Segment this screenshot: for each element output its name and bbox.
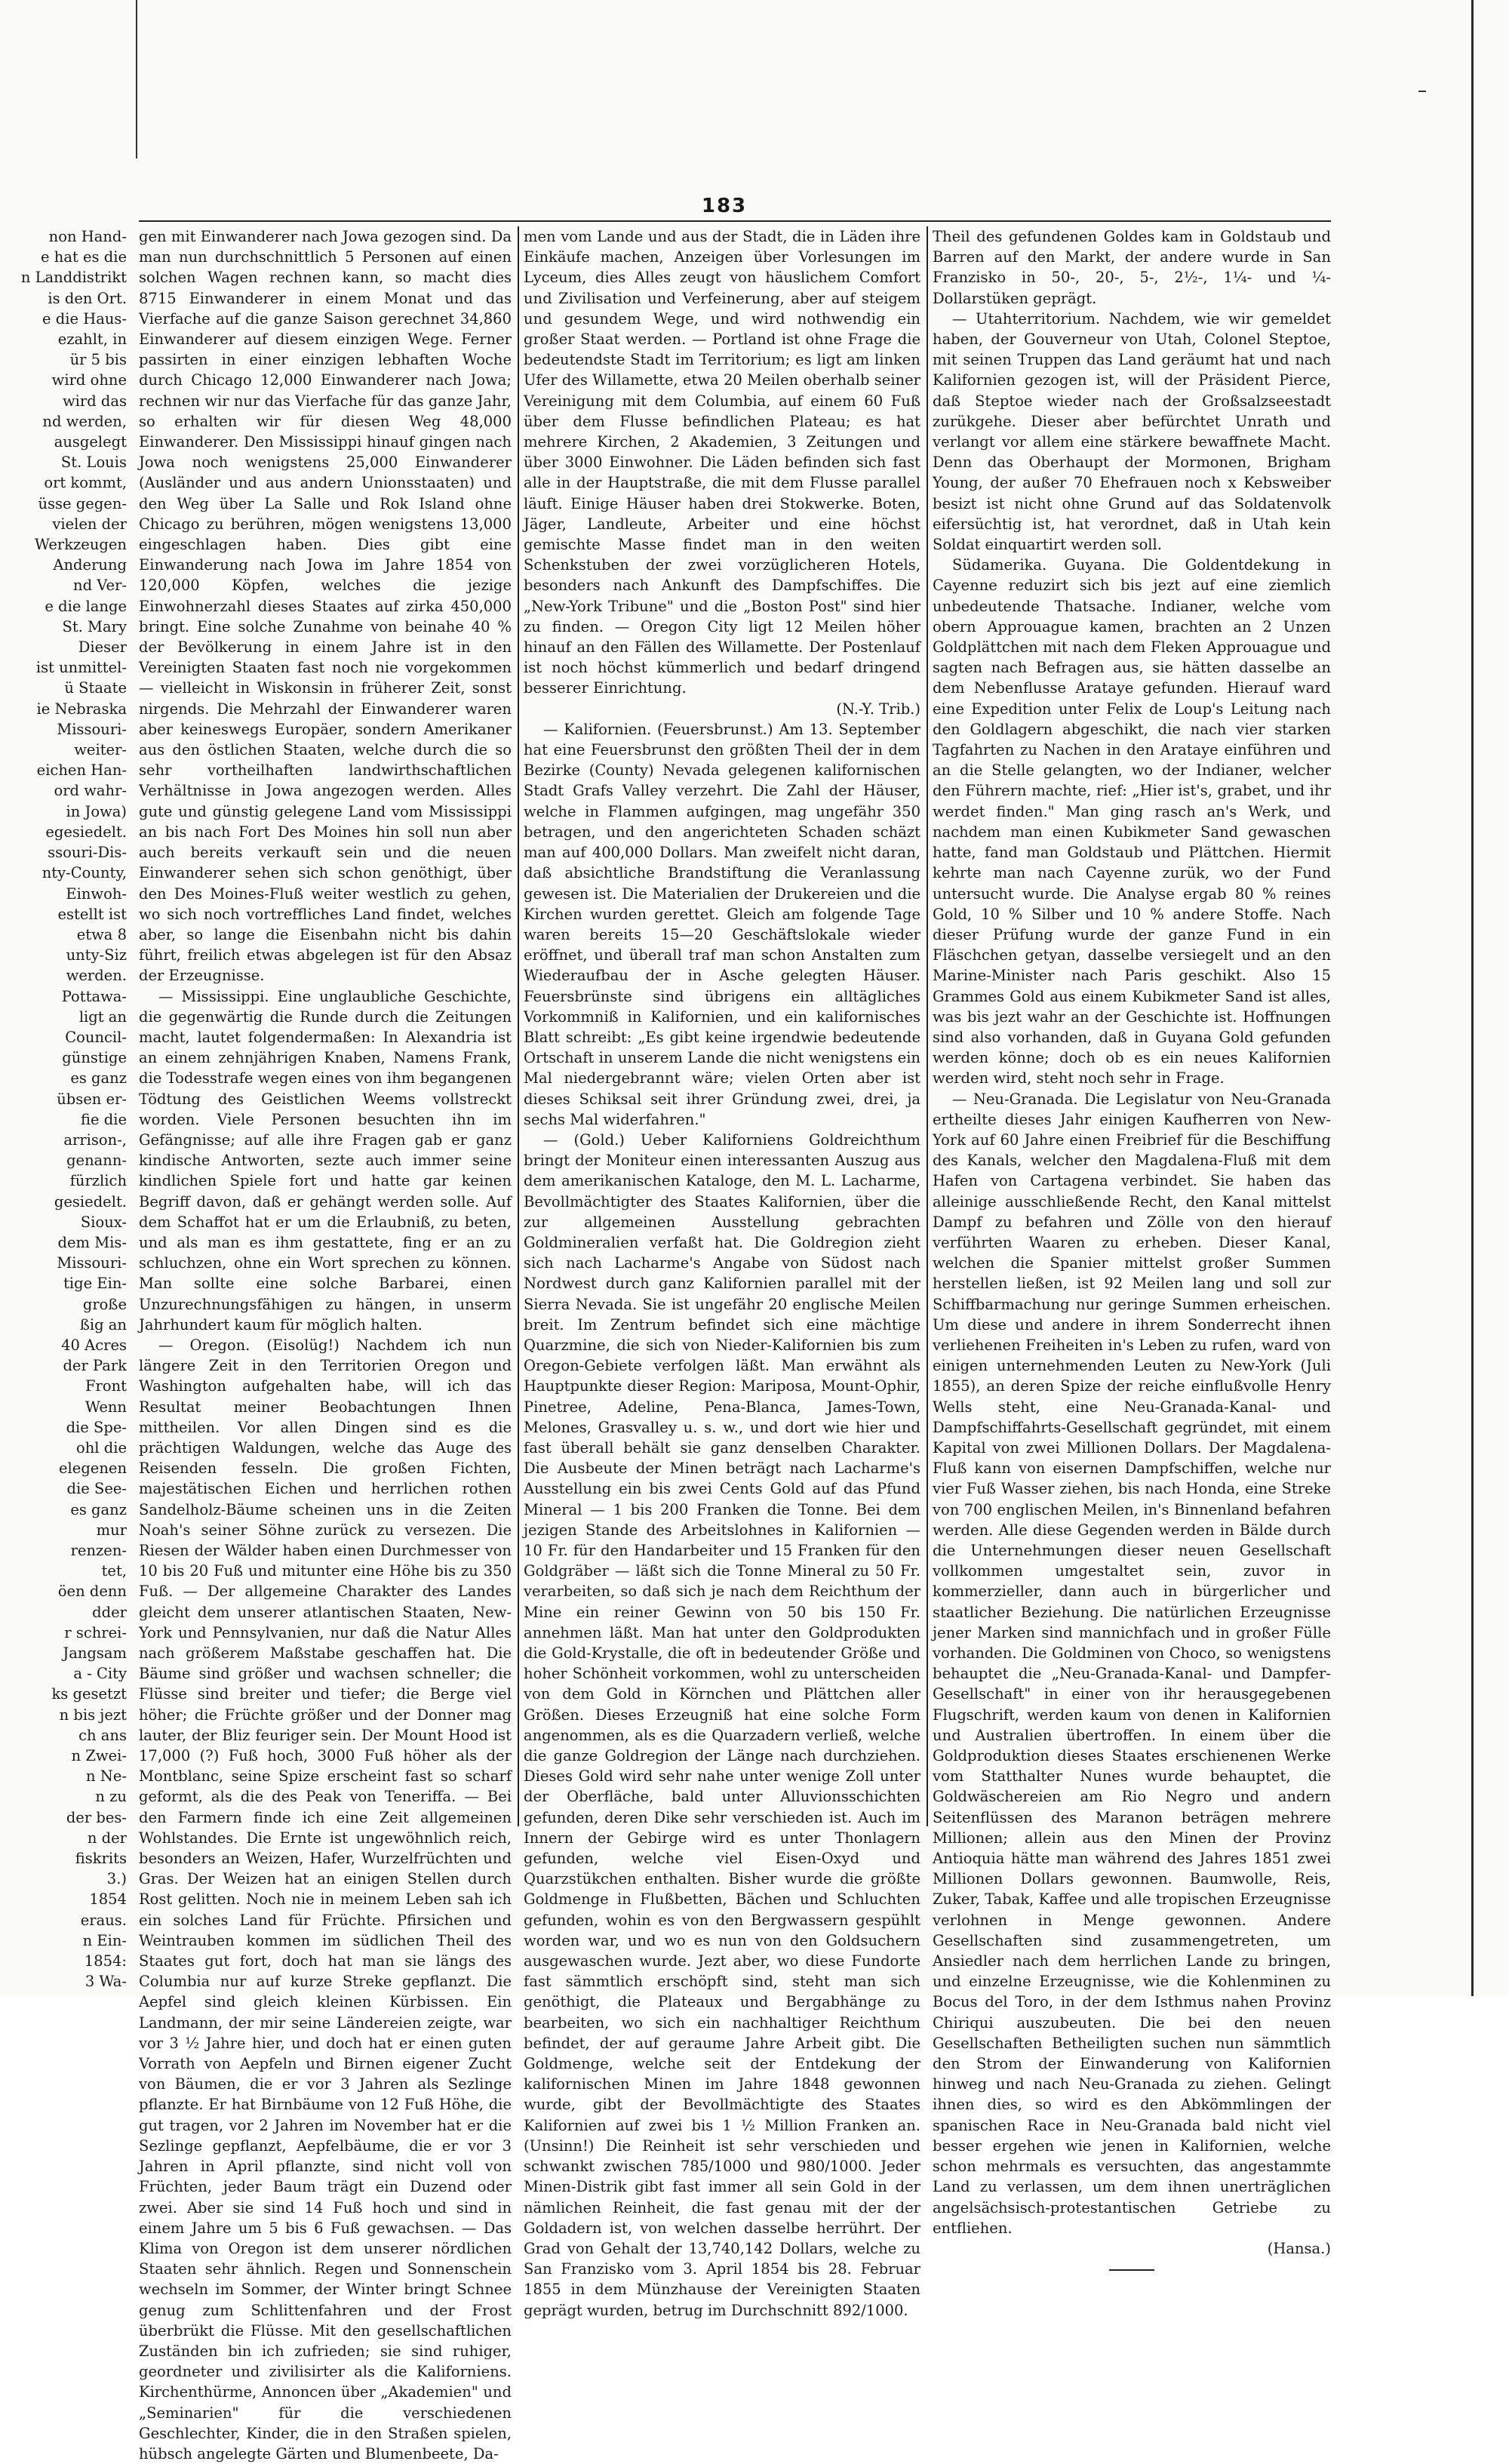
left-fragment-line: renzen- [70, 1542, 127, 1559]
article-new-granada: — Neu-Granada. Die Legislatur von Neu-Granada ertheilte dieses Jahr einigen Kaufherren von New-York auf 60 Jahre einen Freibrief für die Beschiffung des Kanals, welcher den Magdalena-Fluß mit dem Hafen von Cartagena verbindet. Sie haben das alleinige ausschließende Recht, den Kanal mittelst Dampf zu befahren und Zölle von den hierauf verführten Waaren zu erheben. Dieser Kanal, welchen die Spanier mittelst großer Summen herstellen ließen, ist 92 Meilen lang und soll zur Schiffbarmachung nur geringe Summen erheischen. Um diese und andere in ihrem Sonderrecht ihnen verliehenen Freiheiten in's Leben zu rufen, ward von einigen unternehmenden Leuten zu New-York (Juli 1855), an deren Spize der reiche einflußvolle Henry Wells steht, eine Neu-Granada-Kanal- und Dampfschiffahrts-Gesellschaft gegründet, mit einem Kapital von zwei Millionen Dollars. Der Magdalena-Fluß kann von eisernen Dampfschiffen, welche nur vier Fuß Wasser ziehen, bis nach Honda, eine Streke von 700 englischen Meilen, in's Binnenland befahren werden. Alle diese Gegenden werden in Bälde durch die Unternehmungen dieser neuen Gesellschaft vollkommen umgestaltet sein, zuvor in kommerzieller, dann auch in bürgerlicher und staatlicher Beziehung. Die natürlichen Erzeugnisse jener Marken sind mannichfach und in großer Fülle vorhanden. Die Goldminen von Choco, so wenigstens behauptet die „Neu-Granada-Kanal- und Dampfer-Gesellschaft" in einer von ihr herausgegebenen Flugschrift, werden kaum von denen in Kalifornien und Australien übertroffen. In einem über die Goldproduktion dieses Staates erschienenen Werke vom Statthalter Nunes wurde behauptet, die Goldwäschereien am Rio Negro und andern Seitenflüssen des Maranon beträgen mehrere Millionen; allein aus den Minen der Provinz Antioquia hätte man während des Jahres 1851 zwei Millionen Dollars gewonnen. Baumwolle, Reis, Zuker, Tabak, Kaffee und alle tropischen Erzeugnisse verlohnen in Menge gewonnen. Andere Gesellschaften sind zusammengetreten, um Ansiedler nach dem herrlichen Lande zu bringen, und einzelne Erzeugnisse, wie die Kohlenminen zu Bocus del Toro, in der dem Isthmus nahen Provinz Chiriqui auszubeuten. Die bei den neuen Gesellschaften Betheiligten suchen nun sämmtlich den Strom der Einwanderung von Kalifornien hinweg und nach Neu-Granada zu ziehen. Gelingt ihnen dies, so wird es den Abkömmlingen der spanischen Race in Neu-Granada bald nicht viel besser ergehen wie jenen in Kalifornien, welche schon mehrmals es versuchten, das angestammte Land zu verlassen, um dem ihnen unerträglichen angelsächsisch-protestantischen Getriebe zu entfliehen. [933, 1090, 1331, 2237]
left-fragment-line: ie Nebraska [36, 700, 127, 718]
left-fragment-line: n Ein- [82, 1931, 127, 1949]
left-fragment-line: die See- [66, 1480, 127, 1498]
left-fragment-line: Einwoh- [66, 884, 127, 903]
left-fragment-line: n bis jezt [59, 1706, 127, 1724]
left-fragment-line: es ganz [70, 1069, 127, 1087]
source-ny-tribune: (N.-Y. Trib.) [836, 700, 920, 718]
left-fragment-line: eraus. [80, 1911, 127, 1929]
left-fragment-line: is den Ort. [48, 289, 127, 307]
article-gold-continued: Theil des gefundenen Goldes kam in Goldstaub und Barren auf den Markt, der andere wurde in San Franzisko in 50-, 20-, 5-, 2½-, 1¼- und ¼-Dollarstüken geprägt. [933, 228, 1331, 307]
left-fragment-line: genann- [66, 1152, 127, 1170]
header-rule [139, 220, 1331, 222]
left-fragment-line: e hat es die [41, 248, 127, 266]
left-fragment-line: ausgelegt [54, 433, 127, 451]
left-fragment-line: mur [96, 1521, 127, 1539]
left-fragment-line: öen denn [57, 1583, 127, 1601]
left-fragment-line: ort kommt, [44, 474, 127, 492]
left-fragment-line: Pottawa- [61, 987, 127, 1005]
left-fragment-line: a - City [73, 1665, 127, 1683]
left-fragment-line: n Ne- [86, 1767, 127, 1786]
left-fragment-line: 3.) [106, 1870, 127, 1888]
article-oregon: — Oregon. (Eisolüg!) Nachdem ich nun längere Zeit in den Territorien Oregon und Washington aufgehalten habe, will ich das Resultat meiner Beobachtungen Ihnen mittheilen. Vor allen Dingen sind es die prächtigen Waldungen, welche das Auge des Reisenden fesseln. Die großen Fichten, majestätischen Eichen und herrlichen rothen Sandelholz-Bäume scheinen uns in die Zeiten Noah's seiner Söhne zurück zu versezen. Die Riesen der Wälder haben einen Durchmesser von 10 bis 20 Fuß und mitunter eine Höhe bis zu 350 Fuß. — Der allgemeine Charakter des Landes gleicht dem unserer atlantischen Staaten, New-York und Pennsylvanien, nur daß die Natur Alles nach größerem Maßstabe geschaffen hat. Die Bäume sind größer und wachsen schneller; die Flüsse sind breiter und tiefer; die Berge viel höher; die Früchte größer und der Donner mag lauter, der Bliz feuriger sein. Der Mount Hood ist 17,000 (?) Fuß hoch, 3000 Fuß höher als der Montblanc, seine Spize erscheint fast so scharf geformt, als die des Peak von Teneriffa. — Bei den Farmern finde ich eine Zeit allgemeinen Wohlstandes. Die Ernte ist ungewöhnlich reich, besonders an Weizen, Hafer, Wurzelfrüchten und Gras. Der Weizen hat an einigen Stellen durch Rost gelitten. Noch nie in meinem Leben sah ich ein solches Land für Früchte. Pfirsichen und Weintrauben kommen im südlichen Theil des Staates gut fort, doch hat man sie längs des Columbia nur auf kurze Streke gepflanzt. Die Aepfel sind gleich kleinen Kürbissen. Ein Landmann, der mir seine Ländereien zeigte, war vor 3 ½ Jahre hier, und doch hat er einen guten Vorrath von Aepfeln und Birnen eigener Zucht von Bäumen, die er vor 3 Jahren als Sezlinge pflanzte. Er hat Birnbäume von 12 Fuß Höhe, die gut tragen, vor 2 Jahren im November hat er die Sezlinge gepflanzt, Aepfelbäume, die er vor 3 Jahren in April pflanzte, sind nicht voll von Früchten, jeder Baum trägt ein Duzend oder zwei. Aber sie sind 14 Fuß hoch und sind in einem Jahre um 5 bis 6 Fuß gewachsen. — Das Klima von Oregon ist dem unserer nördlichen Staaten sehr ähnlich. Regen und Sonnenschein wechseln im Sommer, der Winter bringt Schnee genug zum Schlittenfahren und der Frost überbrükt die Flüsse. Mit den gesellschaftlichen Zuständen bin ich zufrieden; sie sind ruhiger, geordneter und zivilisirter als die Kaliforniens. Kirchenthürme, Annoncen über „Akademien" und „Seminarien" für die verschiedenen Geschlechter, Kinder, die in den Straßen spielen, hübsch angelegte Gärten und Blumenbeete, Da- [139, 1336, 512, 2462]
left-fragment-line: n zu [95, 1788, 127, 1806]
left-fragment-line: der bes- [66, 1808, 127, 1826]
left-fragment-line: e die lange [45, 597, 127, 615]
left-fragment-line: Council- [65, 1028, 127, 1046]
left-fragment-line: ür 5 bis [69, 351, 127, 369]
left-fragment-line: ohl die [76, 1438, 127, 1457]
left-fragment-line: günstige [62, 1049, 127, 1067]
left-fragment-line: wird ohne [51, 371, 127, 389]
left-fragment-line: es ganz [70, 1500, 127, 1518]
right-page-edge [1471, 0, 1474, 1996]
left-fragment-line: dder [92, 1603, 127, 1621]
left-page-fragment [0, 226, 127, 1992]
left-fragment-line: übsen er- [57, 1090, 127, 1108]
left-fragment-line: Werkzeugen [34, 536, 127, 554]
left-fragment-line: üsse gegen- [38, 494, 127, 512]
left-fragment-line: der Park [63, 1357, 127, 1375]
left-fragment-line: fiskrits [75, 1850, 127, 1868]
left-fragment-line: tet, [101, 1562, 127, 1580]
left-fragment-line: St. Louis [60, 454, 127, 472]
left-fragment-line: non Hand- [48, 228, 127, 245]
column-1 [139, 226, 512, 2462]
left-fragment-line: 40 Acres [61, 1336, 127, 1354]
left-fragment-line: tige Ein- [63, 1275, 127, 1293]
left-fragment-line: n der [87, 1829, 127, 1847]
left-fragment-line: St. Mary [62, 617, 127, 635]
left-fragment-line: e die Haus- [42, 309, 127, 328]
left-fragment-line: vielen der [52, 515, 127, 533]
left-fragment-line: Front [85, 1377, 127, 1395]
left-fragment-line: ord wahr- [54, 782, 127, 800]
right-margin-mark [1418, 91, 1426, 92]
left-fragment-line: ligt an [78, 1007, 127, 1026]
left-fragment-line: wird das [62, 392, 127, 410]
left-fragment-line: ezahlt, in [57, 331, 127, 349]
left-fragment-line: 3 Wa- [85, 1973, 127, 1991]
left-fragment-line: ist unmittel- [35, 659, 127, 677]
left-fragment-line: r schrei- [64, 1623, 127, 1641]
left-fragment-line: werden. [66, 967, 127, 985]
left-fragment-line: etwa 8 [76, 925, 127, 943]
left-fragment-line: Jangsam [63, 1644, 127, 1663]
left-fragment-line: nd Ver- [73, 577, 127, 595]
left-fragment-line: ks gesetzt [51, 1685, 127, 1703]
article-oregon-continued: men vom Lande und aus der Stadt, die in Läden ihre Einkäufe machen, Anzeigen über Vorlesungen im Lyceum, dies Alles zeugt von häuslichem Comfort und Zivilisation und Verfeinerung, aber auf steigem und gesundem Wege, und wird nothwendig ein großer Staat werden. — Portland ist ohne Frage die bedeutendste Stadt im Territorium; es ligt am linken Ufer des Willamette, etwa 20 Meilen oberhalb seiner Vereinigung mit dem Columbia, auf einem 60 Fuß über dem Flusse befindlichen Plateau; es hat mehrere Kirchen, 2 Akademien, 3 Zeitungen und über 3000 Einwohner. Die Läden befinden sich fast alle in der Hauptstraße, die mit dem Flusse parallel läuft. Einige Häuser haben drei Stokwerke. Boten, Jäger, Landleute, Arbeiter und eine höchst gemischte Masse findet man in den weiten Schenkstuben der zwei vorzüglicheren Hotels, besonders nach Ankunft des Dampfschiffes. Die „New-York Tribune" und die „Boston Post" sind hier zu finden. — Oregon City ligt 12 Meilen höher hinauf an den Fällen des Willamette. Der Postenlauf ist noch höchst kümmerlich und bedarf dringend besserer Einrichtung. [524, 228, 920, 697]
left-fragment-line: ßig an [79, 1315, 127, 1334]
left-fragment-line: Anderung [53, 556, 127, 574]
left-fragment-line: ü Staate [64, 679, 127, 697]
left-fragment-line: 1854: [84, 1952, 127, 1970]
left-fragment-line: Missouri- [57, 720, 127, 738]
column-2 [524, 226, 920, 2319]
left-fragment-line: ch ans [78, 1726, 127, 1744]
left-fragment-line: n Zwei- [71, 1747, 127, 1765]
left-fragment-line: gesiedelt. [54, 1192, 127, 1210]
left-fragment-line: unty-Siz [66, 946, 127, 964]
left-fragment-line: nd werden, [42, 412, 127, 430]
left-fragment-line: n Landdistrikt [20, 269, 127, 287]
left-fragment-line: fie die [80, 1110, 127, 1128]
left-fragment-line: Dieser [78, 638, 127, 657]
left-fragment-line: weiter- [74, 741, 127, 759]
left-fragment-line: dem Mis- [57, 1233, 127, 1251]
page-number: 183 [701, 195, 748, 217]
left-fragment-line: egesiedelt. [45, 823, 127, 841]
left-fragment-line: ssouri-Dis- [48, 844, 127, 862]
article-iowa-continued: gen mit Einwanderer nach Jowa gezogen sind. Da man nun durchschnittlich 5 Personen auf einen solchen Wagen rechnen kann, so macht dies 8715 Einwanderer in einem Monat und das Vierfache auf die ganze Saison gerechnet 34,860 Einwanderer auf diesem einzigen Wege. Ferner passirten in einer einzigen lebhaften Woche durch Chicago 12,000 Einwanderer nach Jowa; rechnen wir nur das Vierfache für das ganze Jahr, so erhalten wir für diesen Weg 48,000 Einwanderer. Den Mississippi hinauf gingen nach Jowa noch wenigstens 25,000 Einwanderer (Ausländer und aus andern Unionsstaaten) und den Weg über La Salle und Rok Island ohne Chicago zu berühren, mögen wenigstens 13,000 eingeschlagen haben. Dies gibt eine Einwanderung nach Jowa im Jahre 1854 von 120,000 Köpfen, welches die jezige Einwohnerzahl dieses Staates auf zirka 450,000 bringt. Eine solche Zunahme von beinahe 40 % der Bevölkerung in einem Jahre ist in den Vereinigten Staaten fast noch nie vorgekommen — vielleicht in Wiskonsin in früherer Zeit, sonst nirgends. Die Mehrzahl der Einwanderer waren aber keineswegs Europäer, sondern Amerikaner aus den östlichen Staaten, welche durch die so sehr vortheilhaften landwirthschaftlichen Verhältnisse in Jowa angezogen werden. Alles gute und günstig gelegene Land vom Mississippi an bis nach Fort Des Moines hin soll nun aber auch bereits verkauft sein und die neuen Einwanderer sehen sich schon genöthigt, über den Des Moines-Fluß weiter westlich zu gehen, wo sich noch vortreffliches Land findet, welches aber, so lange die Eisenbahn nicht bis dahin führt, freilich etwas abgelegen ist für den Absaz der Erzeugnisse. [139, 228, 512, 985]
column-divider-2 [927, 226, 928, 1826]
left-fragment-line: die Spe- [66, 1418, 127, 1436]
source-hansa: (Hansa.) [1267, 2239, 1331, 2257]
left-fragment-line: arrison-, [63, 1130, 127, 1149]
end-rule [1109, 2269, 1154, 2271]
left-fragment-line: Sioux- [80, 1213, 127, 1231]
left-fragment-line: Missouri- [57, 1254, 127, 1272]
article-mississippi: — Mississippi. Eine unglaubliche Geschichte, die gegenwärtig die Runde durch die Zeitungen macht, lautet folgendermaßen: In Alexandria ist an einem zehnjährigen Knaben, Namens Frank, die Todesstrafe wegen eines von ihm begangenen Tödtung des Geistlichen Weems vollstreckt worden. Viele Personen besuchten ihn im Gefängnisse; auf alle ihre Fragen gab er ganz kindische Antworten, sezte auch immer seine kindlichen Spiele fort und hatte gar keinen Begriff davon, daß er gehängt werden solle. Auf dem Schaffot hat er um die Erlaubniß, zu beten, und als man es ihm gestattete, fing er an zu schluchzen, ohne ein Wort sprechen zu können. Man sollte eine solche Barbarei, einen Unzurechnungsfähigen zu hängen, in unserm Jahrhundert kaum für möglich halten. [139, 987, 512, 1334]
left-fragment-line: estellt ist [57, 905, 127, 923]
column-3 [933, 226, 1331, 2257]
left-fragment-line: elegenen [59, 1460, 127, 1478]
article-south-america-guyana: Südamerika. Guyana. Die Goldentdekung in Cayenne reduzirt sich bis jezt auf eine ziemlich unbedeutende Thatsache. Indianer, welche vom obern Approuague kamen, brachten an 2 Unzen Goldplättchen mit nach dem Fleken Approuague und sagten nach Befragen aus, sie hätten dasselbe an dem Nebenflusse Arataye gefunden. Hierauf ward eine Expedition unter Felix de Loup's Leitung nach den Goldlagern abgeschikt, die nach vier starken Tagfahrten zu Nachen in den Arataye einführen und an die Stelle gelangten, wo der Indianer, welcher den Führern machte, rief: „Hier ist's, grabet, und ihr werdet finden." Man ging rasch an's Werk, und nachdem man einen Kubikmeter Sand gewaschen hatte, fand man Goldstaub und Plättchen. Hiermit kehrte man nach Cayenne zurük, wo der Fund untersucht wurde. Die Analyse ergab 80 % reines Gold, 10 % Silber und 10 % andere Stoffe. Nach dieser Prüfung wurde der ganze Fund in ein Fläschchen getyan, dasselbe versiegelt und an den Marine-Minister nach Paris geschikt. Also 15 Grammes Gold aus einem Kubikmeter Sand ist alles, was bis jezt wahr an der Geschichte ist. Hoffnungen sind also vorhanden, daß in Guyana Gold gefunden werden könne; doch ob es ein neues Kalifornien werden wird, steht noch sehr in Frage. [933, 556, 1331, 1087]
article-california-gold: — (Gold.) Ueber Kaliforniens Goldreichthum bringt der Moniteur einen interessanten Auszug aus dem amerikanischen Kataloge, den M. L. Lacharme, Bevollmächtigter des Staates Kalifornien, über die zur allgemeinen Ausstellung gebrachten Goldmineralien verfaßt hat. Die Goldregion zieht sich nach Lacharme's Angabe von Südost nach Nordwest durch ganz Kalifornien parallel mit der Sierra Nevada. Sie ist ungefähr 20 englische Meilen breit. Im Zentrum befindet sich eine mächtige Quarzmine, die sich von Nieder-Kalifornien bis zum Oregon-Gebiete verfolgen läßt. Man erwähnt als Hauptpunkte dieser Region: Mariposa, Mount-Ophir, Pinetree, Adeline, Pena-Blanca, James-Town, Melones, Grasvalley u. s. w., und dort wie hier und fast überall behält sie ganz denselben Charakter. Die Ausbeute der Minen beträgt nach Lacharme's Ausstellung ein bis zwei Cents Gold auf das Pfund Mineral — 1 bis 200 Franken die Tonne. Bei dem jezigen Stande des Arbeitslohnes in Kalifornien — 10 Fr. für den Handarbeiter und 15 Franken für den Goldgräber — läßt sich die Tonne Mineral zu 50 Fr. verarbeiten, so daß sich je nach dem Reichthum der Mine ein reiner Gewinn von 50 bis 150 Fr. annehmen läßt. Man hat unter den Goldprodukten die Gold-Krystalle, die oft in bedeutender Größe und hoher Schönheit vorkommen, wohl zu unterscheiden von dem Gold in Körnchen und Plättchen aller Größen. Dieses Erzeugniß hat eine solche Form angenommen, als es die Quarzadern verließ, welche die ganze Goldregion der Länge nach durchziehen. Dieses Gold wird sehr nahe unter wenige Zoll unter der Oberfläche, bald unter Alluvionsschichten gefunden, deren Dike sehr verschieden ist. Auch im Innern der Gebirge wird es unter Thonlagern gefunden, welche viel Eisen-Oxyd und Quarzstükchen enthalten. Bisher wurde die größte Goldmenge in Flußbetten, Bächen und Schluchten gefunden, wohin es von den Bergwassern gespühlt worden war, und wo es nun von den Goldsuchern ausgewaschen wurde. Jezt aber, wo diese Fundorte fast sämmtlich erschöpft sind, steht man sich genöthigt, die Plateaux und Bergabhänge zu bearbeiten, wo sich ein nachhaltiger Reichthum befindet, der auf geraume Jahre Arbeit gibt. Die Goldmenge, welche seit der Entdekung der kalifornischen Minen im Jahre 1848 gewonnen wurde, gibt der Bevollmächtigte des Staates Kalifornien auf zwei bis 1 ½ Million Franken an. (Unsinn!) Die Reinheit ist sehr verschieden und schwankt zwischen 785/1000 und 980/1000. Jeder Minen-Distrik gibt fast immer all sein Gold in der nämlichen Reinheit, die fast genau mit der der Goldadern ist, von welchen dasselbe herrührt. Der Grad von Gehalt der 13,740,142 Dollars, welche zu San Franzisko vom 3. April 1854 bis 28. Februar 1855 in dem Münzhause der Vereinigten Staaten geprägt wurden, betrug im Durchschnitt 892/1000. [524, 1130, 920, 2319]
left-fragment-line: Wenn [85, 1398, 127, 1416]
left-binding-rule [136, 0, 137, 158]
column-divider-1 [518, 226, 519, 1826]
left-fragment-line: in Jowa) [66, 802, 127, 820]
article-california-fire: — Kalifornien. (Feuersbrunst.) Am 13. September hat eine Feuersbrunst den größten Theil der in dem Bezirke (County) Nevada gelegenen kalifornischen Stadt Grafs Valley verzehrt. Die Zahl der Häuser, welche in Flammen aufgingen, mag ungefähr 350 betragen, und den angerichteten Schaden schäzt man auf 400,000 Dollars. Man zweifelt nicht daran, daß absichtliche Brandstiftung die Veranlassung gewesen ist. Die Materialien der Drukereien und die Kirchen wurden gerettet. Gleich am folgende Tage waren bereits 15—20 Geschäftslokale wieder eröffnet, und überall traf man schon Anstalten zum Wiederaufbau der in Asche gelegten Häuser. Feuersbrünste sind übrigens ein alltägliches Vorkommniß in Kalifornien, und ein kalifornisches Blatt schreibt: „Es gibt keine irgendwie bedeutende Ortschaft in unserem Lande die nicht wenigstens ein Mal niedergebrannt wäre; vielen Orten aber ist dieses Schiksal seit ihrer Gründung zwei, drei, ja sechs Mal widerfahren." [524, 720, 920, 1128]
left-fragment-line: 1854 [89, 1890, 127, 1909]
left-fragment-line: große [82, 1295, 127, 1313]
left-fragment-line: eichen Han- [36, 761, 127, 780]
left-fragment-line: nty-County, [41, 864, 127, 882]
left-fragment-line: fürzlich [69, 1172, 127, 1190]
article-utah-territory: — Utahterritorium. Nachdem, wie wir gemeldet haben, der Gouverneur von Utah, Colonel Steptoe, mit seinen Truppen das Land geräumt hat und nach Kalifornien gezogen ist, will der Präsident Pierce, daß Steptoe wieder nach der Großsalzseestadt zurükgehe. Dieser aber befürchtet Unrath und verlangt vor allem eine stärkere bewaffnete Macht. Denn das Oberhaupt der Mormonen, Brigham Young, der außer 70 Ehefrauen noch x Kebsweiber besizt ist nicht ohne Grund auf das Soldatenvolk eifersüchtig ist, hat verordnet, daß in Utah kein Soldat einquartirt werden soll. [933, 309, 1331, 554]
